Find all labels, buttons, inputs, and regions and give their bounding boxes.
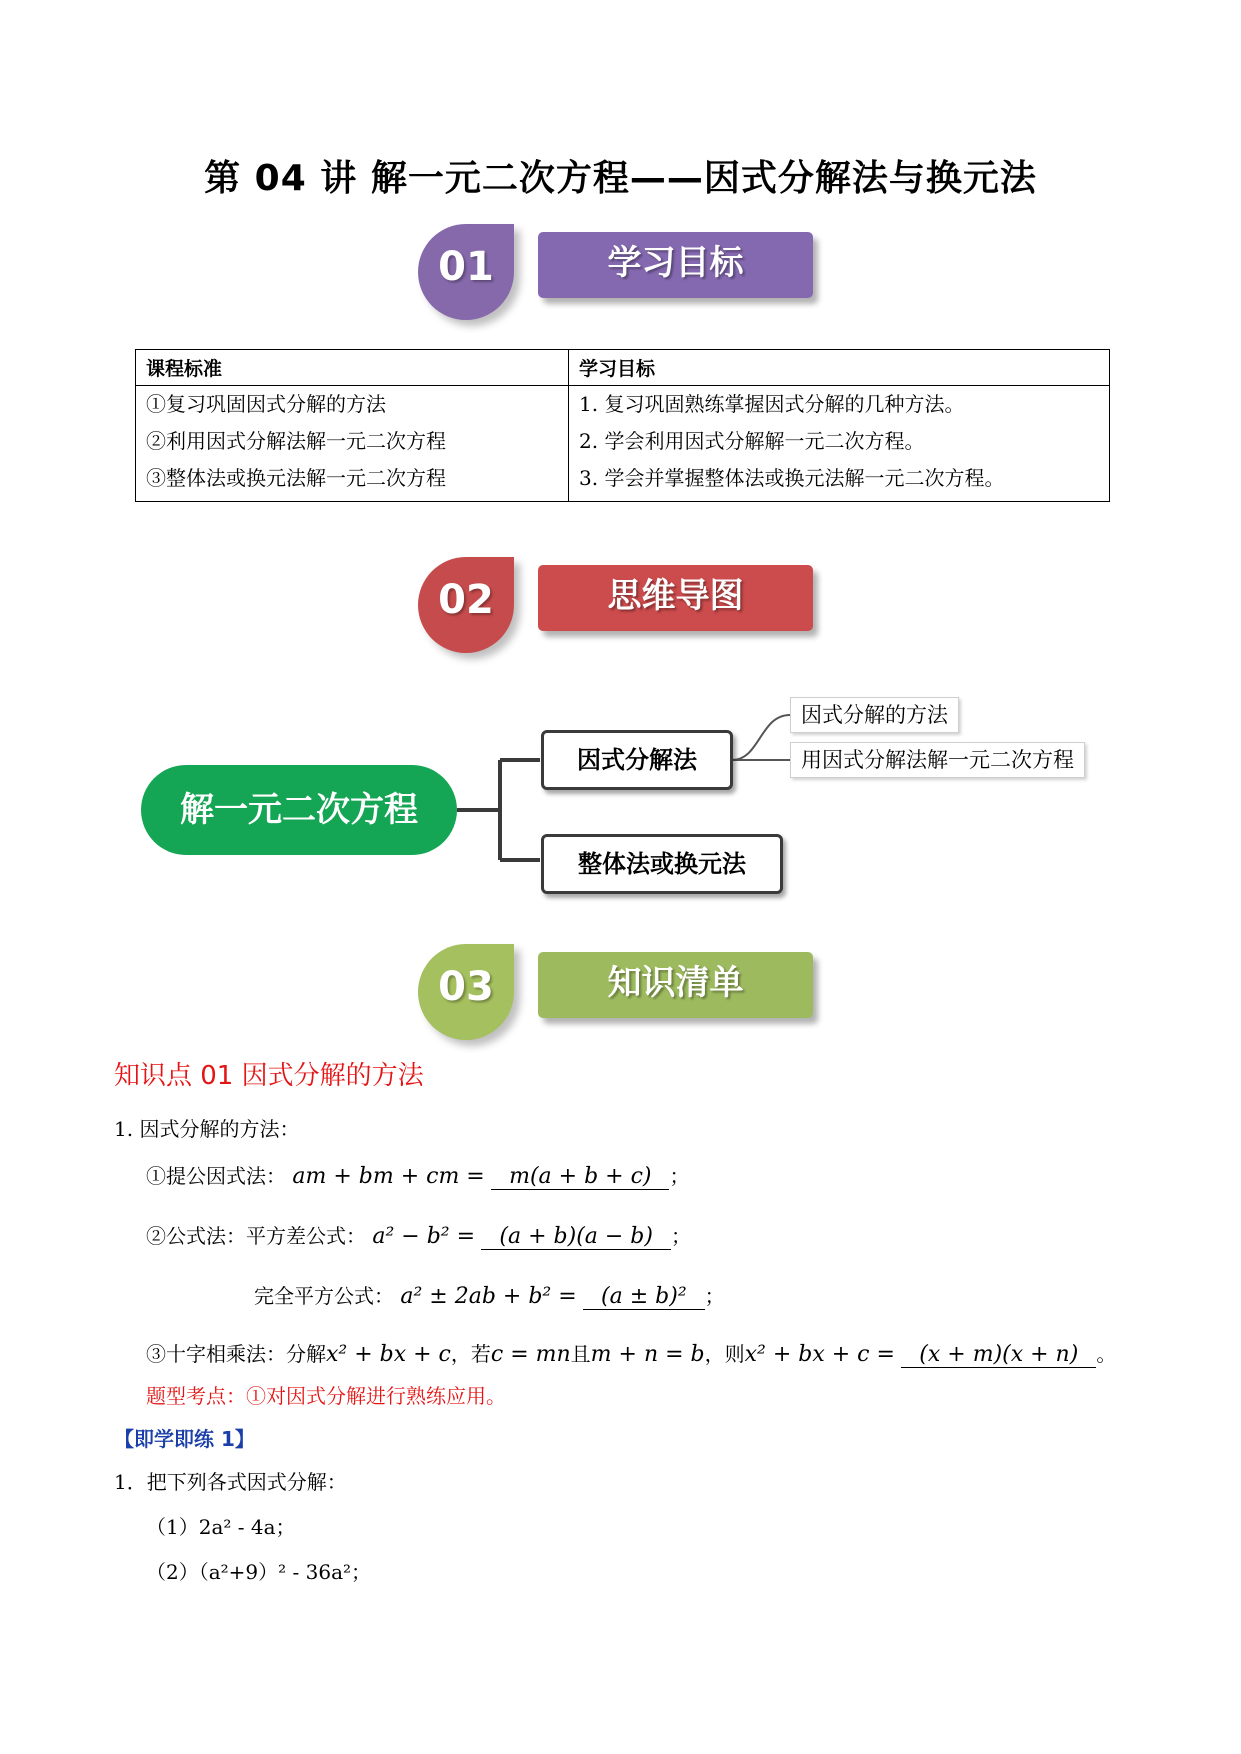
page-title: 第 04 讲 解一元二次方程——因式分解法与换元法 xyxy=(204,158,1037,199)
mindmap-branch-substitution: 整体法或换元法 xyxy=(541,834,783,894)
exam-point-note: 题型考点：①对因式分解进行熟练应用。 xyxy=(146,1384,506,1408)
connector-text: ，则 xyxy=(704,1342,745,1366)
method-answer: m(a + b + c) xyxy=(491,1164,669,1190)
practice-item-2: （2）（a²+9）² - 36a²； xyxy=(146,1560,372,1584)
section-title: 知识清单 xyxy=(538,952,813,1018)
connector-text: 且 xyxy=(570,1342,591,1366)
method-label: ①提公因式法： xyxy=(146,1164,286,1188)
mindmap-leaf-solve: 用因式分解法解一元二次方程 xyxy=(790,742,1085,778)
mindmap-root: 解一元二次方程 xyxy=(141,765,457,855)
method-answer: (a + b)(a − b) xyxy=(481,1224,671,1250)
method-label: 完全平方公式： xyxy=(254,1284,394,1308)
punctuation: 。 xyxy=(1096,1342,1117,1366)
knowledge-intro: 1. 因式分解的方法： xyxy=(114,1117,300,1141)
method-perfect-square xyxy=(254,1280,725,1310)
mindmap-branch-factorization: 因式分解法 xyxy=(541,730,733,790)
method-expression: am + bm + cm = xyxy=(292,1164,485,1189)
method-answer: (x + m)(x + n) xyxy=(901,1342,1096,1368)
method-difference-of-squares xyxy=(146,1220,691,1250)
condition: m + n = b xyxy=(590,1342,705,1367)
standard-item: ③整体法或换元法解一元二次方程 xyxy=(146,466,446,490)
goal-item: 1. 复习巩固熟练掌握因式分解的几种方法。 xyxy=(579,392,965,416)
section-title: 思维导图 xyxy=(538,565,813,631)
standard-item: ①复习巩固因式分解的方法 xyxy=(146,392,386,416)
method-label: ②公式法：平方差公式： xyxy=(146,1224,366,1248)
punctuation: ； xyxy=(669,1164,690,1188)
connector-text: ，若 xyxy=(450,1342,491,1366)
section-title: 学习目标 xyxy=(538,232,813,298)
goal-item: 3. 学会并掌握整体法或换元法解一元二次方程。 xyxy=(579,466,1005,490)
method-expression: a² − b² = xyxy=(372,1224,476,1249)
standard-item: ②利用因式分解法解一元二次方程 xyxy=(146,429,446,453)
method-cross-multiplication xyxy=(146,1338,1116,1368)
mindmap-leaf-methods: 因式分解的方法 xyxy=(790,697,959,733)
goal-item: 2. 学会利用因式分解解一元二次方程。 xyxy=(579,429,925,453)
method-answer: (a ± b)² xyxy=(583,1284,705,1310)
method-common-factor xyxy=(146,1160,689,1190)
knowledge-heading: 知识点 01 因式分解的方法 xyxy=(114,1061,424,1091)
condition: c = mn xyxy=(490,1342,571,1367)
practice-item-1: （1）2a² - 4a； xyxy=(146,1515,296,1539)
punctuation: ； xyxy=(704,1284,725,1308)
section-number: 03 xyxy=(438,964,494,1010)
section-banner-03 xyxy=(418,940,818,1050)
method-label: ③十字相乘法：分解 xyxy=(146,1342,326,1366)
method-expression: x² + bx + c = xyxy=(744,1342,895,1367)
objectives-header-standard: 课程标准 xyxy=(136,350,569,386)
practice-question: 1．把下列各式因式分解： xyxy=(114,1470,347,1494)
section-number: 02 xyxy=(438,577,494,623)
section-number: 01 xyxy=(438,244,494,290)
method-expression: x² + bx + c xyxy=(326,1342,451,1367)
method-expression: a² ± 2ab + b² = xyxy=(400,1284,577,1309)
punctuation: ； xyxy=(670,1224,691,1248)
objectives-header-goals: 学习目标 xyxy=(569,350,1110,386)
practice-heading: 【即学即练 1】 xyxy=(114,1427,255,1451)
